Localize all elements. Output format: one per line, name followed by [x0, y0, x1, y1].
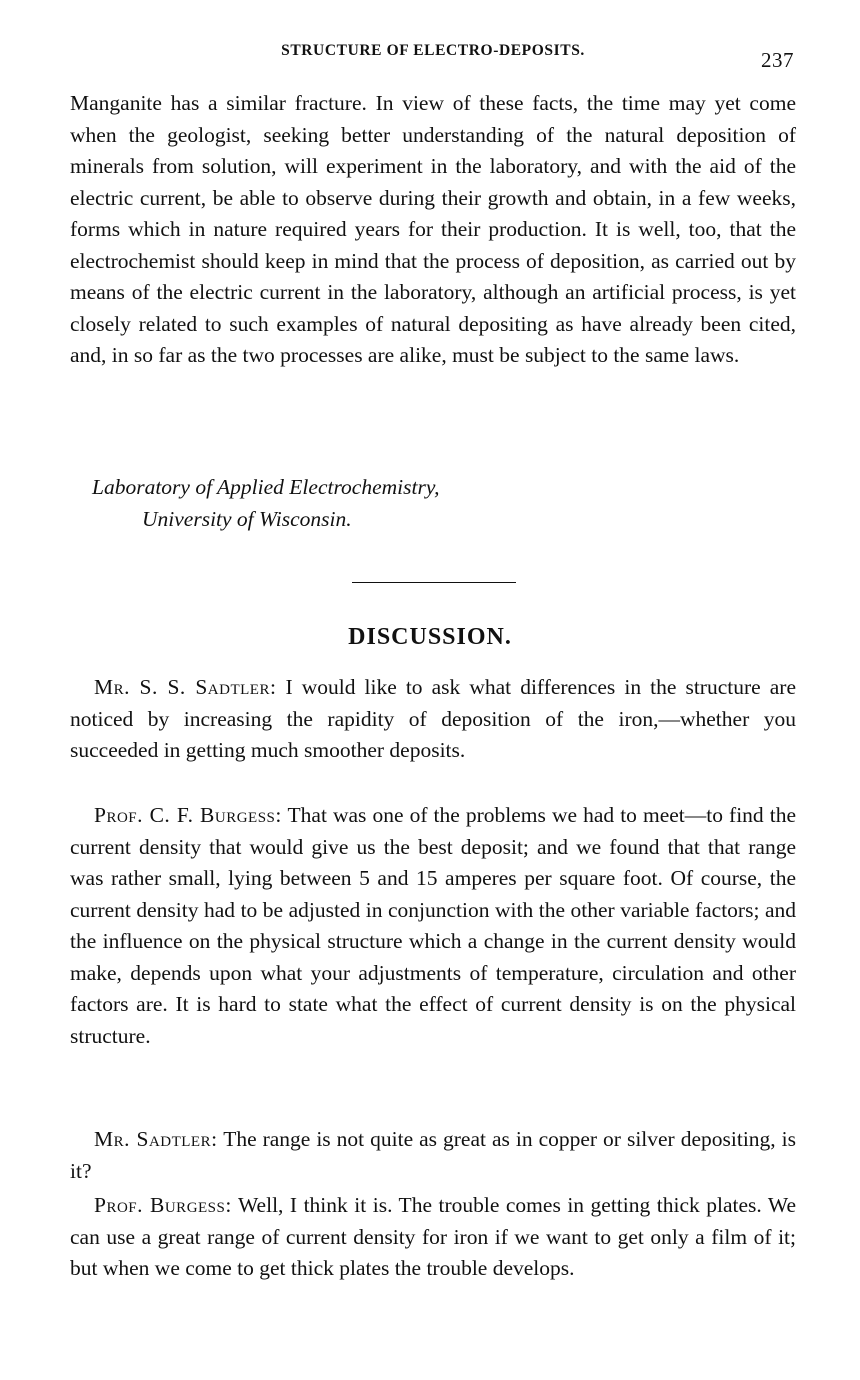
- speaker-name: Mr. S. S. Sadtler:: [94, 675, 277, 699]
- discussion-paragraph: [70, 1124, 796, 1187]
- speaker-name: Prof. Burgess:: [94, 1193, 232, 1217]
- running-title: STRUCTURE OF ELECTRO-DEPOSITS.: [281, 42, 585, 59]
- discussion-paragraph: [70, 800, 796, 1052]
- discussion-paragraph: [70, 672, 796, 767]
- signature-laboratory: Laboratory of Applied Electrochemistry,: [92, 475, 440, 499]
- signature-university: University of Wisconsin.: [142, 507, 352, 531]
- speech-text: The range is not quite as great as in copper or silver depositing, is it?: [70, 1127, 796, 1183]
- speech-text: That was one of the problems we had to meet—to find the current density that would give us the best deposit; and we found that that range was rather small, lying between 5 and 15 amperes per square foot. Of course, the current density had to be adjusted in conjunction with the other variable factors; and the influence on the physical structure which a change in the current density would make, depends upon what your adjustments of temperature, circulation and other factors are. It is hard to state what the effect of current density is on the physical structure.: [70, 803, 796, 1048]
- discussion-heading: DISCUSSION.: [348, 624, 512, 650]
- page-number: 237: [761, 48, 794, 72]
- section-divider: [352, 582, 516, 583]
- speaker-name: Prof. C. F. Burgess:: [94, 803, 282, 827]
- speaker-name: Mr. Sadtler:: [94, 1127, 218, 1151]
- running-head: [68, 36, 798, 70]
- discussion-paragraph: [70, 1190, 796, 1285]
- speech-text: I would like to ask what differences in the structure are noticed by increasing the rapidity of deposition of the iron,—whether you succeeded in getting much smoother deposits.: [70, 675, 796, 762]
- speech-text: Well, I think it is. The trouble comes in getting thick plates. We can use a great range of current density for iron if we want to get only a film of it; but when we come to get thick plates the trouble develops.: [70, 1193, 797, 1280]
- intro-paragraph: Manganite has a similar fracture. In view of these facts, the time may yet come when the geologist, seeking better understanding of the natural deposition of minerals from solution, will experiment in the laboratory, and with the aid of the electric current, be able to observe during their growth and obtain, in a few weeks, forms which in nature required years for their production. It is well, too, that the electrochemist should keep in mind that the process of deposition, as carried out by means of the electric current in the laboratory, although an artificial process, is yet closely related to such examples of natural depositing as have already been cited, and, in so far as the two processes are alike, must be subject to the same laws.: [70, 91, 796, 367]
